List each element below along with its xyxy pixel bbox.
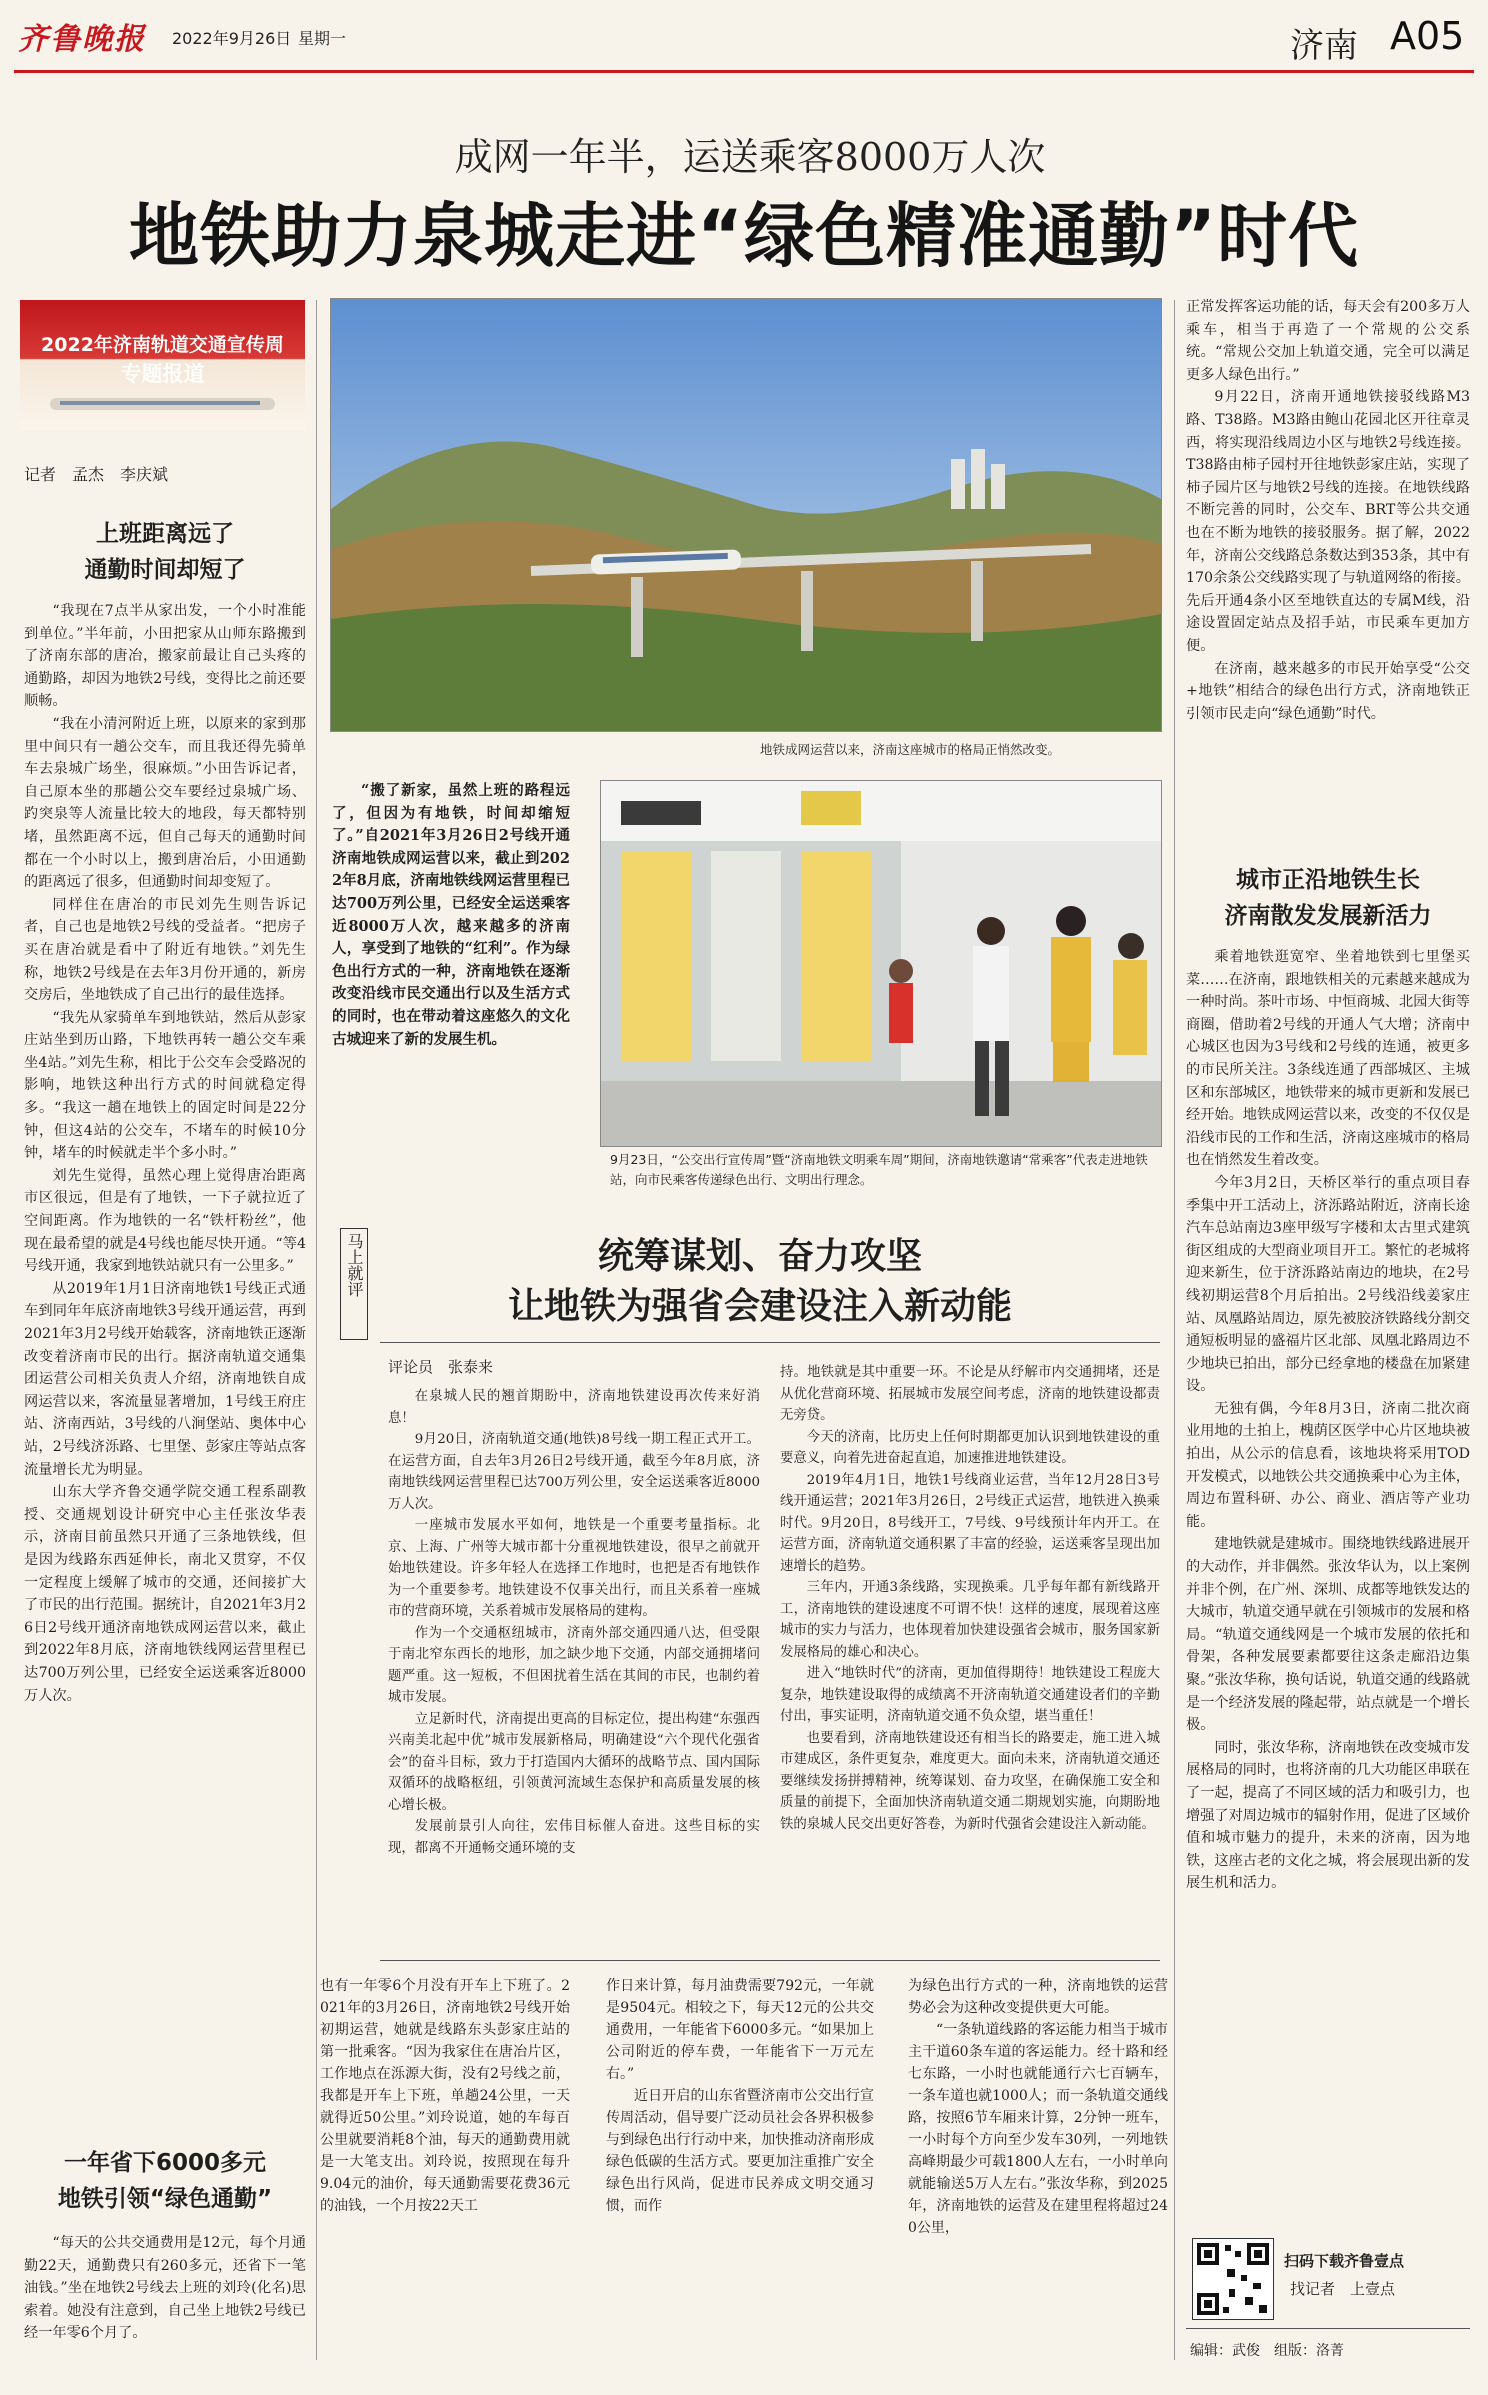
paragraph: 2019年4月1日，地铁1号线商业运营，当年12月28日3号线开通运营；2021年3月26日，2号线正式运营，地铁进入换乘时代。9月20日，8号线开工，7号线、9号线预计年内开工。在运营方面，济南轨道交通积累了丰富的经验，运送乘客呈现出加速增长的趋势。 xyxy=(780,1472,1160,1574)
intro-block xyxy=(332,780,570,1051)
promo-line1: 2022年济南轨道交通宣传周 xyxy=(41,334,284,356)
paragraph: 三年内，开通3条线路，实现换乘。几乎每年都有新线路开工，济南地铁的建设速度不可谓不快！这样的速度，展现着这座城市的实力与活力，也体现着加快建设强省会城市，服务国家新发展格局的雄心和决心。 xyxy=(780,1580,1160,1660)
column-divider xyxy=(316,300,317,2360)
commentary-col1 xyxy=(388,1386,760,1859)
section-name: 济南 xyxy=(1290,26,1358,66)
headline-title: 地铁助力泉城走进“绿色精准通勤”时代 xyxy=(128,195,1359,277)
commentary-top-rule xyxy=(380,1342,1160,1343)
left-column-text xyxy=(24,600,306,1707)
qr-text-2: 找记者 上壹点 xyxy=(1290,2280,1396,2298)
paragraph: 乘着地铁逛宽窄、坐着地铁到七里堡买菜……在济南，跟地铁相关的元素越来越成为一种时尚。茶叶市场、中恒商城、北园大街等商圈，借助着2号线的开通人气大增；济南中心城区也因为3号线和2号线的连通，被更多的市民所关注。3条线连通了西部城区、主城区和东部城区，地铁带来的城市更新和发展已经开始。地铁成网运营以来，改变的不仅仅是沿线市民的工作和生活，济南这座城市的格局也在悄然发生着改变。 xyxy=(1186,949,1470,1169)
page-number: A05 xyxy=(1390,14,1465,58)
paragraph: 正常发挥客运功能的话，每天会有200多万人乘车，相当于再造了一个常规的公交系统。“常规公交加上轨道交通，完全可以满足更多人绿色出行。” xyxy=(1186,299,1470,383)
commentary-byline: 评论员 张泰来 xyxy=(388,1358,494,1376)
promo-line2: 专题报道 xyxy=(120,362,205,386)
headline-kicker: 成网一年半，运送乘客8000万人次 xyxy=(454,135,1046,179)
qr-text-1: 扫码下载齐鲁壹点 xyxy=(1284,2252,1405,2270)
commentary-tag: 马上就评 xyxy=(345,1233,364,1297)
issue-date: 2022年9月26日 xyxy=(172,29,292,48)
right-column-text xyxy=(1186,296,1470,725)
bottom-col-3 xyxy=(908,1975,1168,2239)
metro-station-photo xyxy=(600,780,1162,1147)
left-column-text-2 xyxy=(24,2232,306,2345)
paragraph: “我先从家骑单车到地铁站，然后从彭家庄站坐到历山路，下地铁再转一趟公交车乘坐4站。”刘先生称，相比于公交车会受路况的影响，地铁这种出行方式的时间就稳定得多。“我这一趟在地铁上的固定时间是22分钟，但这4站的公交车，不堵车的时候10分钟，堵车的时候就走半个多小时。” xyxy=(24,1009,306,1162)
paragraph: “一条轨道线路的客运能力相当于城市主干道60条车道的客运能力。经十路和经七东路，一小时也就能通行六七百辆车，一条车道也就1000人；而一条轨道交通线路，按照6节车厢来计算，2分钟一班车，一小时每个方向至少发车30列，一列地铁高峰期最少可载1800人左右，一小时单向就能输送5万人左右。”张汝华称，到2025年，济南地铁的运营及在建里程将超过240公里， xyxy=(908,2022,1168,2236)
right-column-text-2 xyxy=(1186,946,1470,1895)
paragraph: 刘先生觉得，虽然心理上觉得唐冶距离市区很远，但是有了地铁，一下子就拉近了空间距离。作为地铁的一名“铁杆粉丝”，他现在最希望的就是4号线也能尽快开通。“等4号线开通，我家到地铁站就只有一公里多。” xyxy=(24,1167,306,1275)
paragraph: 在泉城人民的翘首期盼中，济南地铁建设再次传来好消息！ xyxy=(388,1389,760,1426)
paragraph: 无独有偶，今年8月3日，济南二批次商业用地的土拍上，槐荫区医学中心片区地块被拍出，从公示的信息看，该地块将采用TOD开发模式，以地铁公共交通换乘中心为主体，周边布置科研、办公、商业、酒店等产业功能。 xyxy=(1186,1400,1470,1530)
intro-text: “搬了新家，虽然上班的路程远了，但因为有地铁，时间却缩短了。”自2021年3月26日2号线开通济南地铁成网运营以来，截止到2022年8月底，济南地铁线网运营里程已达700万列公里，已经安全运送乘客近8000万人次，越来越多的济南人，享受到了地铁的“红利”。作为绿色出行方式的一种，济南地铁在逐渐改变沿线市民交通出行以及生活方式的同时，也在带动着这座悠久的文化古城迎来了新的发展生机。 xyxy=(332,782,570,1048)
issue-weekday: 星期一 xyxy=(298,29,347,48)
paragraph: 今年3月2日，天桥区举行的重点项目春季集中开工活动上，济泺路站附近，济南长途汽车总站南边3座甲级写字楼和太古里式建筑街区组成的大型商业项目开工。繁忙的老城将迎来新生，位于济泺路站南边的地块，在2号线初期运营8个月后拍出。2号线沿线姜家庄站、凤凰路站周边，原先被胶济铁路线分割交通短板明显的盛福片区北部、凤凰北路周边不少地块已拍出，部分已经拿地的楼盘在加紧建设。 xyxy=(1186,1174,1470,1395)
masthead xyxy=(0,0,1488,70)
paragraph: 也有一年零6个月没有开车上下班了。2021年的3月26日，济南地铁2号线开始初期运营，她就是线路东头彭家庄站的第一批乘客。“因为我家住在唐冶片区，工作地点在泺源大街，没有2号线之前，我都是开车上下班，单趟24公里，一天就得近50公里。”刘玲说道，她的车每百公里就要消耗8个油，每天的通勤费用就是一大笔支出。刘玲说，按照现在每升9.04元的油价，每天通勤需要花费36元的油钱，一个月按22天工 xyxy=(320,1978,570,2214)
paragraph: 从2019年1月1日济南地铁1号线正式通车到同年年底济南地铁3号线开通运营，再到2021年3月2号线开始载客，济南地铁正逐渐改变着济南市民的出行。据济南轨道交通集团运营公司相关负责人介绍，济南地铁自成网运营以来，客流量显著增加，1号线王府庄站、济南西站，3号线的八涧堡站、奥体中心站，2号线济泺路、七里堡、彭家庄等站点客流量增长尤为明显。 xyxy=(24,1280,306,1478)
metro-train-photo xyxy=(330,298,1162,732)
paragraph: 9月22日，济南开通地铁接驳线路M3路、T38路。M3路由鲍山花园北区开往章灵西，将实现沿线周边小区与地铁2号线连接。T38路由柿子园村开往地铁彭家庄站，实现了柿子园片区与地铁2号线的连接。在地铁线路不断完善的同时，公交车、BRT等公共交通也在不断为地铁的接驳服务。据了解，2022年，济南公交线路总条数达到353条，其中有170余条公交线路实现了与轨道网络的衔接。先后开通4条小区至地铁直达的专属M线，沿途设置固定站点及招手站，市民乘车更加方便。 xyxy=(1186,389,1470,654)
paragraph: 为绿色出行方式的一种，济南地铁的运营势必会为这种改变提供更大可能。 xyxy=(908,1978,1168,2016)
photo1-caption: 地铁成网运营以来，济南这座城市的格局正悄然改变。 xyxy=(760,742,1061,757)
bottom-col-1 xyxy=(320,1975,570,2217)
paragraph: 9月20日，济南轨道交通(地铁)8号线一期工程正式开工。在运营方面，自去年3月26日2号线开通，截至今年8月底，济南地铁线网运营里程已达700万列公里，安全运送乘客近8000万人次。 xyxy=(388,1432,760,1512)
paragraph: 同时，张汝华称，济南地铁在改变城市发展格局的同时，也将济南的几大功能区串联在了一起，提高了不同区域的活力和吸引力，也增强了对周边城市的辐射作用，促进了区域价值和城市魅力的提升，未来的济南，因为地铁，这座古老的文化之城，将会展现出新的发展生机和活力。 xyxy=(1186,1739,1470,1892)
paragraph: “我在小清河附近上班，以原来的家到那里中间只有一趟公交车，而且我还得先骑单车去泉城广场坐，很麻烦。”小田告诉记者，自己原本坐的那趟公交车要经过泉城广场、趵突泉等人流量比较大的地段，每天都特别堵，虽然距离不远，但自己每天的通勤时间都在一个小时以上，搬到唐冶后，小田通勤的距离远了很多，但通勤时间却变短了。 xyxy=(24,715,306,891)
newspaper-logo: 齐鲁晚报 xyxy=(18,22,146,57)
photo2-caption: 9月23日，“公交出行宣传周”暨“济南地铁文明乘车周”期间，济南地铁邀请“常乘客”代表走进地铁站，向市民乘客传递绿色出行、文明出行理念。 xyxy=(610,1152,1148,1187)
commentary-bottom-rule xyxy=(380,1960,1160,1961)
paragraph: 立足新时代，济南提出更高的目标定位，提出构建“东强西兴南美北起中优”城市发展新格局，明确建设“六个现代化强省会”的奋斗目标，致力于打造国内大循环的战略节点、国内国际双循环的战略枢纽，引领黄河流域生态保护和高质量发展的核心增长极。 xyxy=(388,1711,760,1813)
editor-credits: 编辑：武俊 组版：洛菁 xyxy=(1190,2343,1344,2359)
commentary-title: 统筹谋划、奋力攻坚 让地铁为强省会建设注入新动能 xyxy=(507,1236,1012,1327)
paragraph: 也要看到，济南地铁建设还有相当长的路要走，施工进入城市建成区，条件更复杂，难度更大。面向未来，济南轨道交通还要继续发扬拼搏精神，统筹谋划、奋力攻坚，在确保施工安全和质量的前提下，全面加快济南轨道交通二期规划实施，向期盼地铁的泉城人民交出更好答卷，为新时代强省会建设注入新动能。 xyxy=(780,1730,1160,1832)
paragraph: 进入“地铁时代”的济南，更加值得期待！地铁建设工程庞大复杂，地铁建设取得的成绩离不开济南轨道交通建设者们的辛勤付出，事实证明，济南轨道交通不负众望，堪当重任！ xyxy=(780,1666,1160,1724)
paragraph: 持。地铁就是其中重要一环。不论是从纾解市内交通拥堵，还是从优化营商环境、拓展城市发展空间考虑，济南的地铁建设都责无旁贷。 xyxy=(780,1365,1160,1423)
paragraph: 山东大学齐鲁交通学院交通工程系副教授、交通规划设计研究中心主任张汝华表示，济南目前虽然只开通了三条地铁线，但是因为线路东西延伸长，南北又贯穿，不仅一定程度上缓解了城市的交通，还间接扩大了市民的出行范围。据统计，自2021年3月26日2号线开通济南地铁成网运营以来，截止到2022年8月底，济南地铁线网运营里程已达700万列公里，已经安全运送乘客近8000万人次。 xyxy=(24,1484,306,1704)
masthead-rule xyxy=(14,70,1474,73)
paragraph: 在济南，越来越多的市民开始享受“公交+地铁”相结合的绿色出行方式，济南地铁正引领市民走向“绿色通勤”时代。 xyxy=(1186,660,1470,722)
promo-banner xyxy=(20,300,305,430)
column-divider xyxy=(1174,300,1175,2360)
right-heading: 城市正沿地铁生长 济南散发发展新活力 xyxy=(1224,867,1432,929)
commentary-col2 xyxy=(780,1362,1160,1835)
paragraph: 作日来计算，每月油费需要792元，一年就是9504元。相较之下，每天12元的公共交通费用，一年能省下6000多元。“如果加上公司附近的停车费，一年能省下一万元左右。” xyxy=(606,1978,874,2082)
paragraph: “每天的公共交通费用是12元，每个月通勤22天，通勤费只有260多元，还省下一笔油钱。”坐在地铁2号线去上班的刘玲(化名)思索着。她没有注意到，自己坐上地铁2号线已经一年零6个月了。 xyxy=(24,2235,306,2342)
paragraph: 同样住在唐冶的市民刘先生则告诉记者，自己也是地铁2号线的受益者。“把房子买在唐冶就是看中了附近有地铁。”刘先生称，地铁2号线是在去年3月份开通的，新房交房后，坐地铁成了自己出行的最佳选择。 xyxy=(24,896,306,1004)
footer-rule xyxy=(1186,2328,1470,2329)
bottom-col-2 xyxy=(606,1975,874,2217)
paragraph: 近日开启的山东省暨济南市公交出行宣传周活动，倡导要广泛动员社会各界积极参与到绿色出行行动中来，加快推动济南形成绿色低碳的生活方式。要更加注重推广安全绿色出行风尚，促进市民养成文明交通习惯，而作 xyxy=(606,2088,874,2214)
left-heading-2: 一年省下6000多元 地铁引领“绿色通勤” xyxy=(57,2150,273,2212)
reporter-byline: 记者 孟杰 李庆斌 xyxy=(24,465,169,484)
paragraph: 建地铁就是建城市。围绕地铁线路进展开的大动作，并非偶然。张汝华认为，以上案例并非个例，在广州、深圳、成都等地铁发达的大城市，轨道交通早就在引领城市的发展和格局。“轨道交通线网是一个城市发展的依托和骨架，各种发展要素都要往这条走廊沿边集聚。”张汝华称，换句话说，轨道交通的线路就是一个经济发展的隆起带，站点就是一个增长极。 xyxy=(1186,1536,1470,1734)
paragraph: 一座城市发展水平如何，地铁是一个重要考量指标。北京、上海、广州等大城市都十分重视地铁建设，很早之前就开始地铁建设。许多年轻人在选择工作地时，也把是否有地铁作为一个重要参考。地铁建设不仅事关出行，而且关系着一座城市的营商环境，关系着城市发展格局的建构。 xyxy=(388,1518,760,1619)
paragraph: “我现在7点半从家出发，一个小时准能到单位。”半年前，小田把家从山师东路搬到了济南东部的唐冶，搬家前最让自己头疼的通勤路，却因为地铁2号线，变得比之前还要顺畅。 xyxy=(24,603,306,710)
commentary-tag-box xyxy=(340,1228,368,1340)
qr-code[interactable] xyxy=(1192,2238,1274,2320)
paragraph: 今天的济南，比历史上任何时期都更加认识到地铁建设的重要意义，向着先进奋起直追，加速推进地铁建设。 xyxy=(780,1429,1160,1466)
subway-train-icon xyxy=(50,396,275,414)
paragraph: 发展前景引人向往，宏伟目标催人奋进。这些目标的实现，都离不开通畅交通环境的支 xyxy=(388,1819,760,1856)
left-heading: 上班距离远了 通勤时间却短了 xyxy=(84,521,246,583)
paragraph: 作为一个交通枢纽城市，济南外部交通四通八达，但受限于南北窄东西长的地形，加之缺少地下交通，内部交通拥堵问题严重。这一短板，不但困扰着生活在其间的市民，也制约着城市发展。 xyxy=(388,1625,760,1705)
